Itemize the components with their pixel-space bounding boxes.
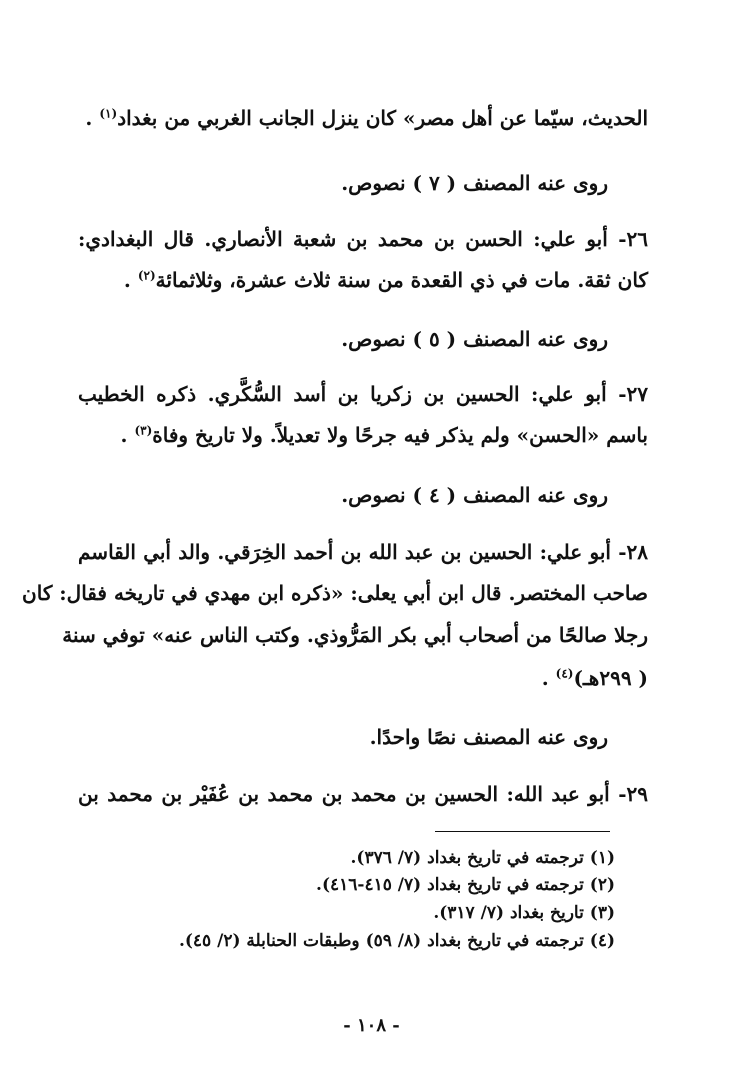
body-line: ٢٩- أبو عبد الله: الحسين بن محمد بن محمد بن عُفَيْر بن محمد بن (78, 782, 649, 806)
footnote-ref: (٢) (137, 268, 156, 283)
footnote-ref: (٣) (134, 423, 153, 438)
body-line: ٢٦- أبو علي: الحسن بن محمد بن شعبة الأنصاري. قال البغدادي: (78, 227, 648, 251)
body-line: ( ٢٩٩هـ)$^{(٤)}$ . (541, 666, 648, 690)
body-line: روى عنه المصنف ( ٥ ) نصوص. (341, 327, 608, 351)
body-line: روى عنه المصنف ( ٤ ) نصوص. (341, 483, 608, 507)
body-line: ٢٧- أبو علي: الحسين بن زكريا بن أسد السُّكَّري. ذكره الخطيب (78, 382, 648, 406)
body-line: صاحب المختصر. قال ابن أبي يعلى: «ذكره ابن مهدي في تاريخه فقال: كان (22, 581, 648, 605)
footnote-separator (435, 831, 610, 832)
footnote-ref: (١) (99, 106, 118, 121)
footnote: (٤) ترجمته في تاريخ بغداد (٨/ ٥٩) وطبقات الحنابلة (٢/ ٤٥). (178, 931, 615, 951)
body-line: باسم «الحسن» ولم يذكر فيه جرحًا ولا تعديلاً. ولا تاريخ وفاة$^{(٣)}$ . (120, 423, 648, 447)
body-line: ٢٨- أبو علي: الحسين بن عبد الله بن أحمد الخِرَقي. والد أبي القاسم (78, 540, 648, 564)
body-line: رجلا صالحًا من أصحاب أبي بكر المَرُّوذي. وكتب الناس عنه» توفي سنة (62, 623, 648, 647)
body-line: روى عنه المصنف ( ٧ ) نصوص. (341, 171, 608, 195)
body-line: كان ثقة. مات في ذي القعدة من سنة ثلاث عشرة، وثلاثمائة$^{(٢)}$ . (123, 268, 648, 292)
footnote-ref: (٤) (555, 666, 574, 681)
footnote: (١) ترجمته في تاريخ بغداد (٧/ ٣٧٦). (350, 848, 615, 868)
body-line: روى عنه المصنف نصًا واحدًا. (369, 725, 608, 749)
footnote: (٣) تاريخ بغداد (٧/ ٣١٧). (433, 903, 615, 923)
page-number: - ١٠٨ - (343, 1015, 400, 1036)
footnote: (٢) ترجمته في تاريخ بغداد (٧/ ٤١٥-٤١٦). (316, 875, 615, 895)
body-line: الحديث، سيّما عن أهل مصر» كان ينزل الجانب الغربي من بغداد$^{(١)}$ . (85, 106, 648, 130)
